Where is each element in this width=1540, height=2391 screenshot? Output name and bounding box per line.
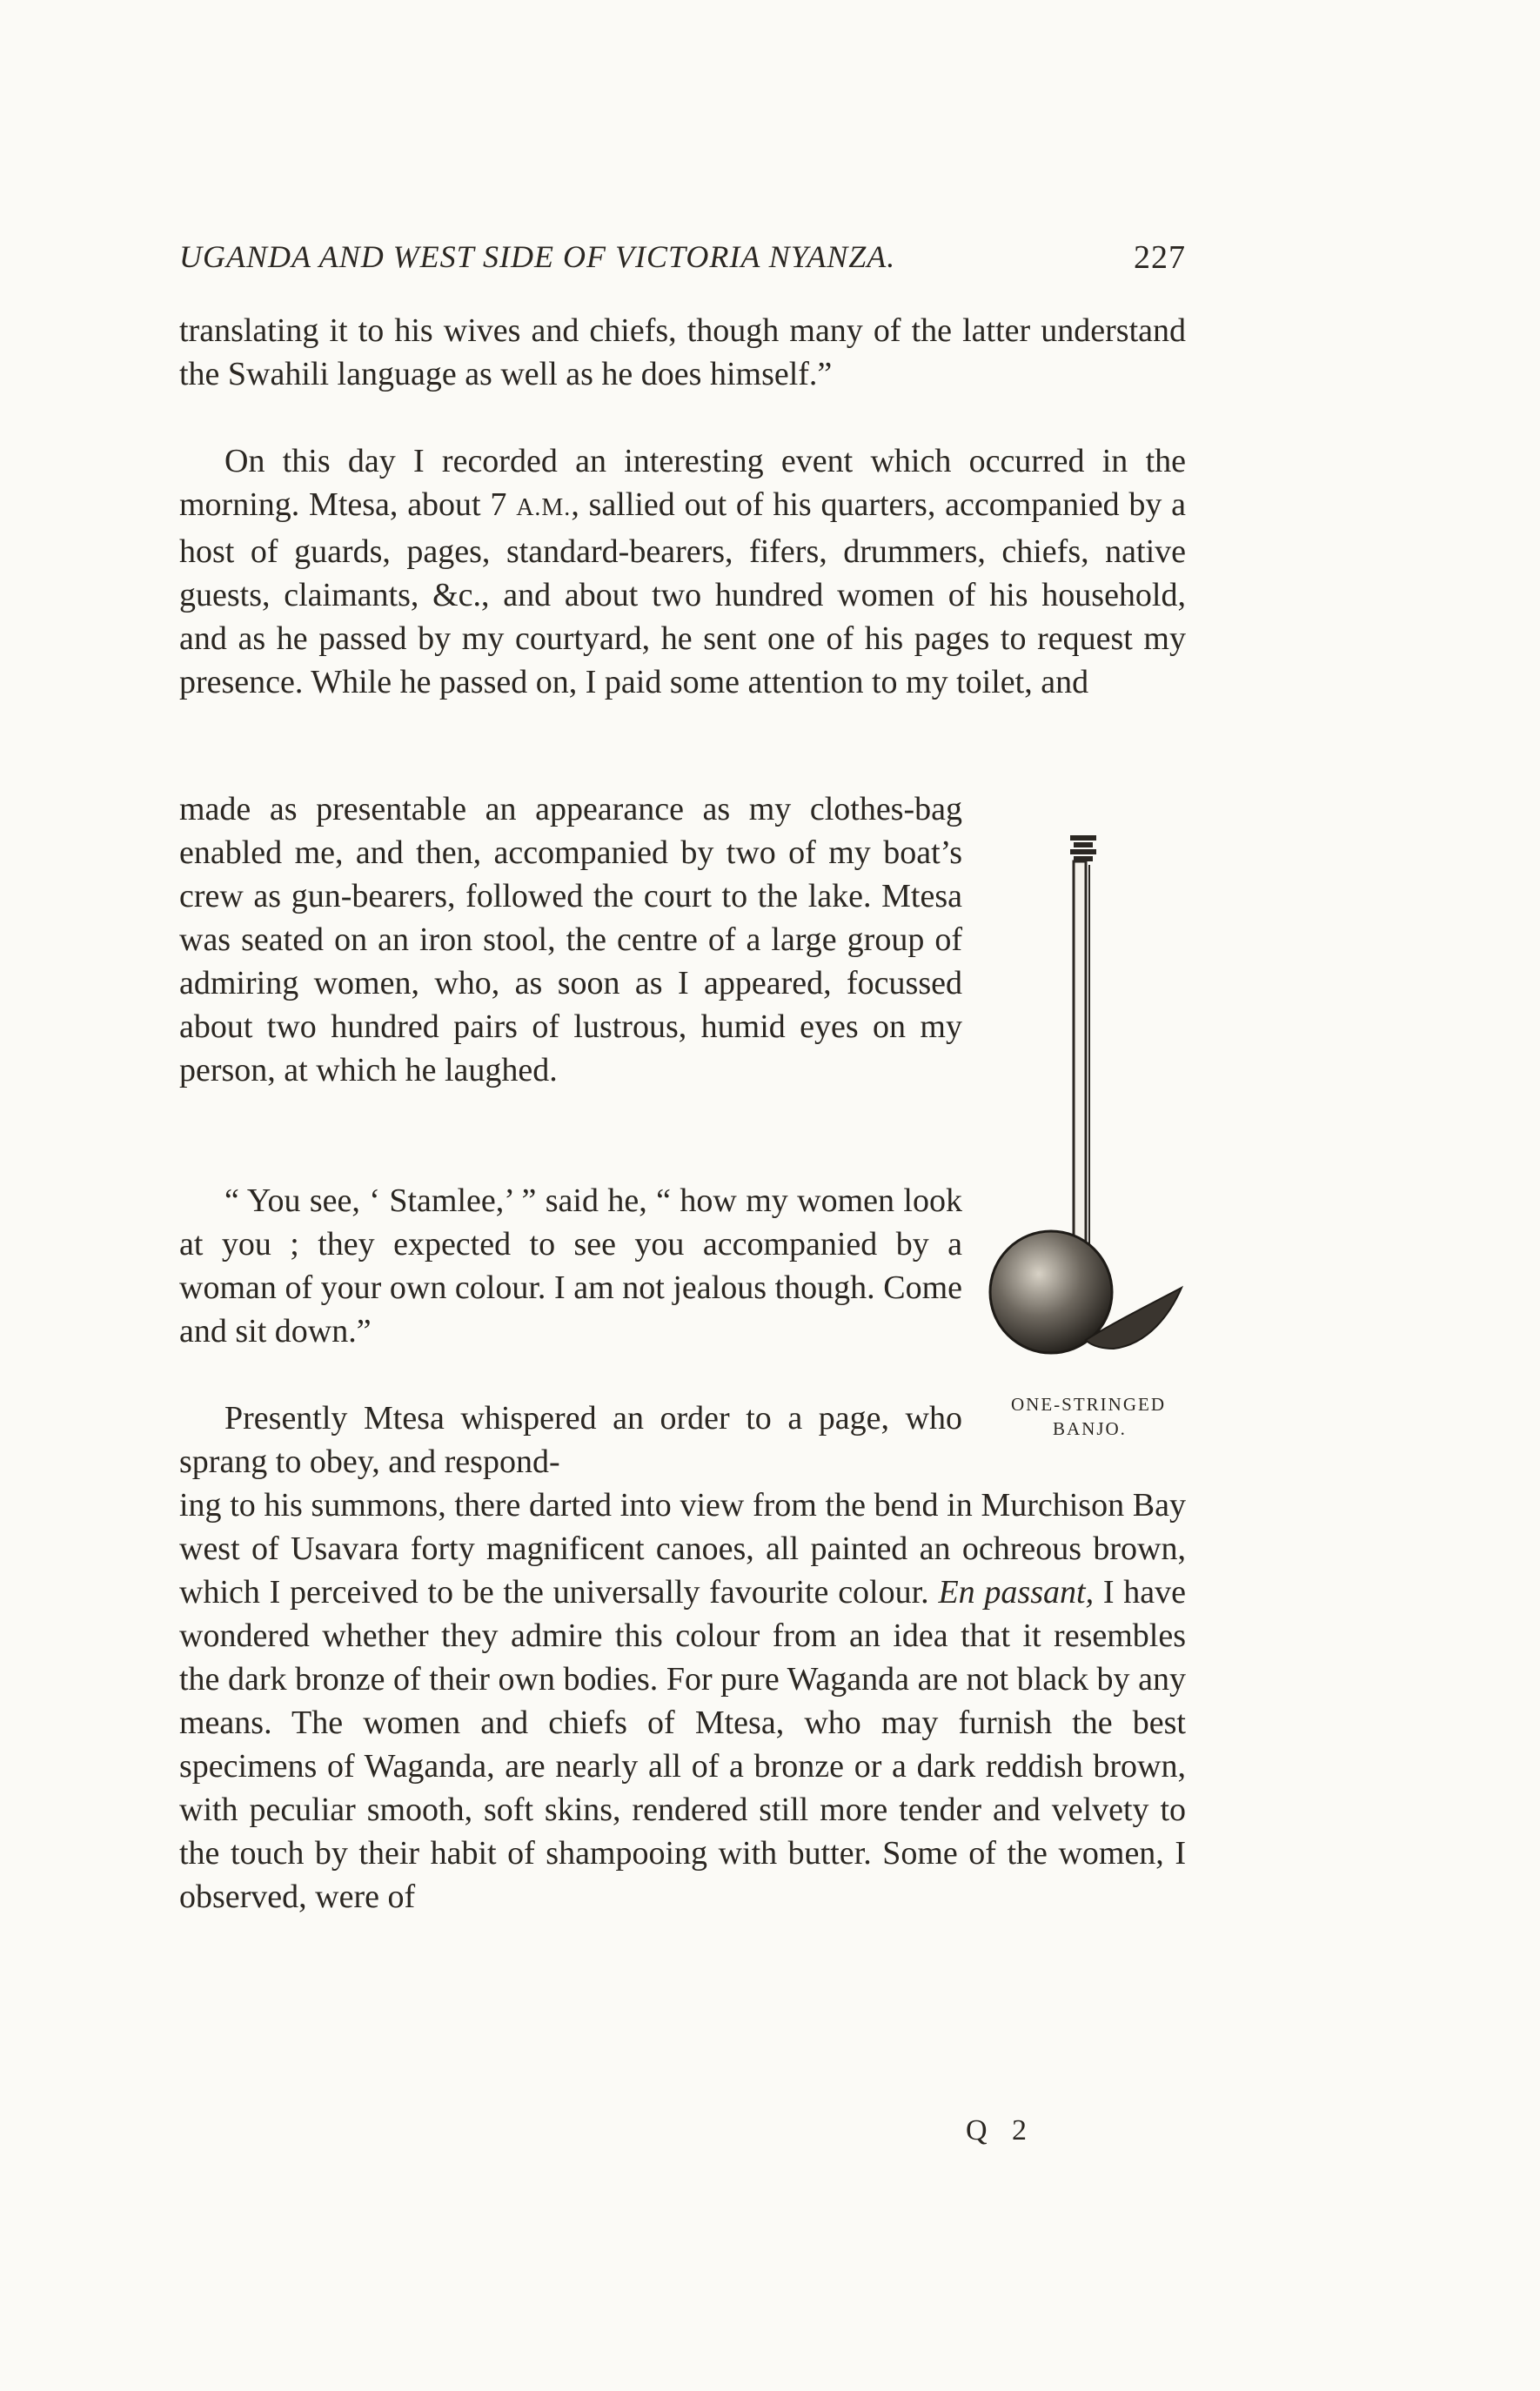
paragraph-mtesa-outing xyxy=(179,439,1186,704)
paragraph-text: Presently Mtesa whispered an order to a page, who sprang to obey, and respond- xyxy=(179,1400,962,1480)
time-abbreviation: A.M. xyxy=(516,494,572,521)
paragraph-text: made as presentable an appearance as my clothes-bag enabled me, and then, accompanied by two of my boat’s crew as gun-bearers, followed the court to the lake. Mtesa was seated on an iron stool, the centre of a large group of admiring women, who, as soon as I appeared, focussed about two hundred pairs of lustrous, humid eyes on my person, at which he laughed. xyxy=(179,791,962,1088)
paragraph-text: ing to his summons, there darted into view from the bend in Murchison Bay west of Usavara forty magnificent canoes, all painted an ochreous brown, which I perceived to be the universally favourite colour. xyxy=(179,1487,1186,1611)
paragraph-canoes xyxy=(179,1483,1186,1919)
paragraph-text: , sallied out of his quarters, accompanied by a host of guards, pages, standard-bearers, fifers, drummers, chiefs, native guests, claimants, &c., and about two hundred women of his household, and as he passed by my courtyard, he sent one of his pages to request my presence. While he passed on, I paid some attention to my toilet, and xyxy=(179,486,1187,700)
paragraph-text: “ You see, ‘ Stamlee,’ ” said he, “ how my women look at you ; they expected to see you accompanied by a woman of your own colour. I am not jealous though. Come and sit down.” xyxy=(179,1182,962,1350)
page-number: 227 xyxy=(1134,239,1186,276)
paragraph-text: translating it to his wives and chiefs, though many of the latter understand the Swahili language as well as he does himself.” xyxy=(179,312,1186,392)
paragraph-quote xyxy=(179,1179,962,1353)
figure-caption-line2: BANJO. xyxy=(1053,1418,1127,1439)
banjo-tuning-peg xyxy=(1070,835,1096,861)
paragraph-wrap-text xyxy=(179,787,962,1092)
paragraph-continuation xyxy=(179,309,1186,396)
paragraph-presently xyxy=(179,1396,962,1483)
paragraph-text: On this day I recorded an interesting event which occurred in the morning. Mtesa, about 7 xyxy=(179,443,1186,523)
running-head: UGANDA AND WEST SIDE OF VICTORIA NYANZA. xyxy=(179,239,896,274)
figure-caption-line1: ONE-STRINGED xyxy=(1011,1394,1166,1415)
banjo-illustration xyxy=(983,835,1192,1392)
italic-phrase: En passant, xyxy=(938,1574,1095,1611)
paragraph-text: I have wondered whether they admire this colour from an idea that it resembles the dark bronze of their own bodies. For pure Waganda are not black by any means. The women and chiefs of Mtesa, who may furnish the best specimens of Waganda, are nearly all of a bronze or a dark reddish brown, with peculiar smooth, soft skins, rendered still more tender and velvety to the touch by their habit of shampooing with butter. Some of the women, I observed, were of xyxy=(179,1574,1187,1915)
signature-mark: Q 2 xyxy=(966,2114,1036,2147)
